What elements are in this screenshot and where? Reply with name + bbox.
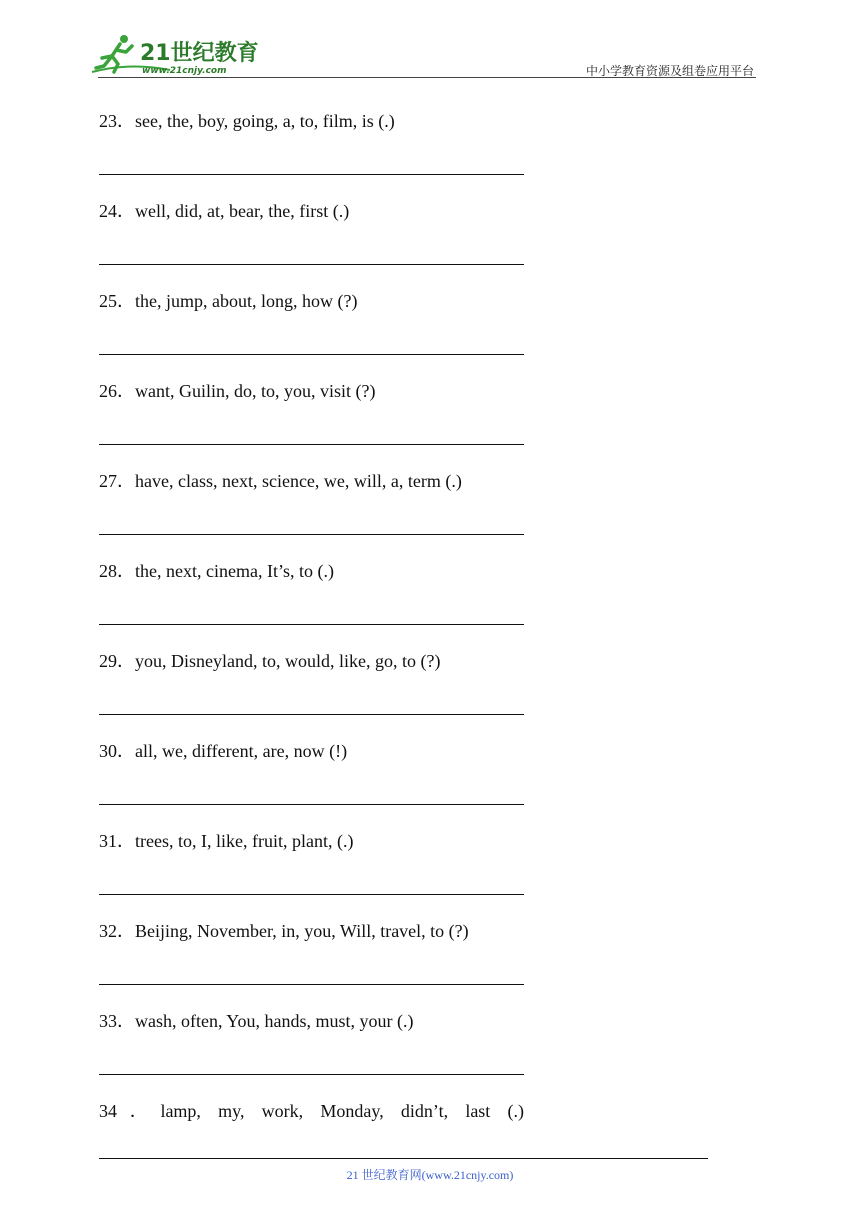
question-23 (99, 108, 529, 198)
header-divider (98, 77, 756, 78)
question-text: 28．the, next, cinema, It’s, to (.) (99, 561, 334, 581)
footer-text: 21 世纪教育网(www.21cnjy.com) (346, 1168, 514, 1182)
answer-line[interactable] (99, 804, 524, 805)
header-platform-text: 中小学教育资源及组卷应用平台 (585, 64, 754, 78)
question-text: 30．all, we, different, are, now (!) (99, 741, 348, 761)
question-33 (99, 1008, 529, 1098)
answer-line[interactable] (99, 714, 524, 715)
question-29 (99, 648, 529, 738)
question-30 (99, 738, 529, 828)
question-27 (99, 468, 529, 558)
question-text: 31．trees, to, I, like, fruit, plant, (.) (99, 831, 354, 851)
answer-line[interactable] (99, 354, 524, 355)
question-24 (99, 198, 529, 288)
question-text: 26．want, Guilin, do, to, you, visit (?) (99, 381, 376, 401)
answer-line[interactable] (99, 264, 524, 265)
answer-line[interactable] (99, 624, 524, 625)
question-32 (99, 918, 529, 1008)
question-28 (99, 558, 529, 648)
footer-divider (99, 1158, 708, 1159)
logo-21cnjy (90, 32, 260, 76)
svg-text:www.21cnjy.com: www.21cnjy.com (142, 66, 227, 76)
question-text: 32．Beijing, November, in, you, Will, travel, to (?) (99, 921, 469, 941)
question-text: 33．wash, often, You, hands, must, your (.) (99, 1011, 414, 1031)
question-text: 27．have, class, next, science, we, will, a, term (.) (99, 471, 462, 491)
question-text: 24．well, did, at, bear, the, first (.) (99, 201, 350, 221)
svg-text:21世纪教育: 21世纪教育 (140, 41, 259, 66)
question-text: 25．the, jump, about, long, how (?) (99, 291, 358, 311)
question-text: 29．you, Disneyland, to, would, like, go, to (?) (99, 651, 441, 671)
question-text: 23．see, the, boy, going, a, to, film, is (.) (99, 111, 395, 131)
answer-line[interactable] (99, 894, 524, 895)
question-31 (99, 828, 529, 918)
answer-line[interactable] (99, 174, 524, 175)
answer-line[interactable] (99, 444, 524, 445)
answer-line[interactable] (99, 534, 524, 535)
question-25 (99, 288, 529, 378)
answer-line[interactable] (99, 1074, 524, 1075)
answer-line[interactable] (99, 984, 524, 985)
question-list (99, 108, 529, 1188)
question-26 (99, 378, 529, 468)
page-header (90, 32, 756, 78)
question-text: 34．lamp, my, work, Monday, didn’t, last (.) (99, 1101, 525, 1121)
